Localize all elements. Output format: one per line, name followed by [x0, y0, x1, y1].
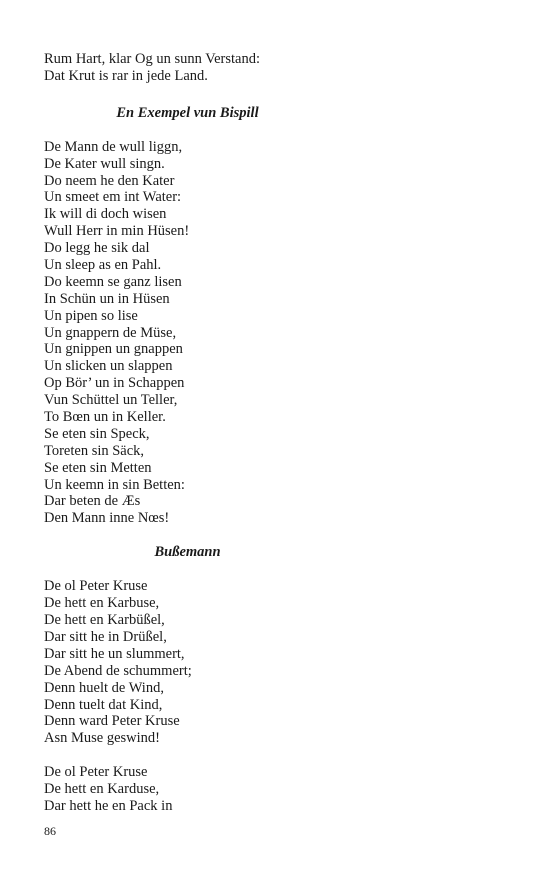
poem-line: Do keemn se ganz lisen: [44, 273, 182, 290]
poem-line: Toreten sin Säck,: [44, 442, 145, 459]
poem-line: Wull Herr in min Hüsen!: [44, 223, 190, 240]
poem-line: Denn ward Peter Kruse: [44, 713, 180, 730]
poem-line: Ik will di doch wisen: [44, 206, 167, 223]
poem-line: De Abend de schummert;: [44, 662, 192, 679]
poem-exempel-lines: [44, 139, 344, 527]
poem-line: De Kater wull singn.: [44, 155, 165, 172]
poem-line: De hett en Karbüßel,: [44, 612, 165, 629]
poem-line: Denn huelt de Wind,: [44, 679, 164, 696]
poem-line: Un gnappern de Müse,: [44, 324, 177, 341]
poem-line: Un smeet em int Water:: [44, 189, 182, 206]
poem-line: Den Mann inne Nœs!: [44, 510, 170, 527]
poem-line: To Bœn un in Keller.: [44, 409, 166, 426]
poem-line: Se eten sin Metten: [44, 459, 152, 476]
poem-line: Dar sitt he un slummert,: [44, 645, 185, 662]
intro-text: [44, 51, 344, 85]
poem-line: Do legg he sik dal: [44, 240, 150, 257]
page-body: [44, 51, 344, 815]
poem-line: De ol Peter Kruse: [44, 578, 148, 595]
intro-line: Rum Hart, klar Og un sunn Verstand:: [44, 51, 260, 67]
poem-line: Se eten sin Speck,: [44, 425, 150, 442]
poem-line: De ol Peter Kruse: [44, 764, 148, 781]
poem-line: De hett en Karduse,: [44, 780, 160, 797]
page-number: 86: [44, 824, 56, 838]
poem-line: De Mann de wull liggn,: [44, 138, 183, 155]
poem-line: Denn tuelt dat Kind,: [44, 696, 163, 713]
poem-line: Un pipen so lise: [44, 307, 138, 324]
poem-line: Dar beten de Æs: [44, 493, 141, 510]
intro-line: Dat Krut is rar in jede Land.: [44, 67, 208, 84]
poem-line: Asn Muse geswind!: [44, 730, 160, 747]
poem-title-bussemann: Bußemann: [154, 544, 221, 561]
poem-line: Un keemn in sin Betten:: [44, 476, 185, 493]
poem-line: Un slicken un slappen: [44, 358, 173, 375]
poem-line: Do neem he den Kater: [44, 172, 175, 189]
poem-line: Un sleep as en Pahl.: [44, 257, 162, 274]
poem-line: Op Bör’ un in Schappen: [44, 375, 185, 392]
poem-line: Dar sitt he in Drüßel,: [44, 628, 167, 645]
poem-line: In Schün un in Hüsen: [44, 290, 170, 307]
poem-line: Un gnippen un gnappen: [44, 341, 183, 358]
poem-bussemann-stanza-1: [44, 578, 344, 747]
poem-bussemann-stanza-2: [44, 764, 344, 815]
poem-line: Vun Schüttel un Teller,: [44, 392, 178, 409]
poem-line: Dar hett he en Pack in: [44, 797, 173, 814]
poem-line: De hett en Karbuse,: [44, 595, 160, 612]
poem-title-exempel: En Exempel vun Bispill: [116, 104, 259, 121]
